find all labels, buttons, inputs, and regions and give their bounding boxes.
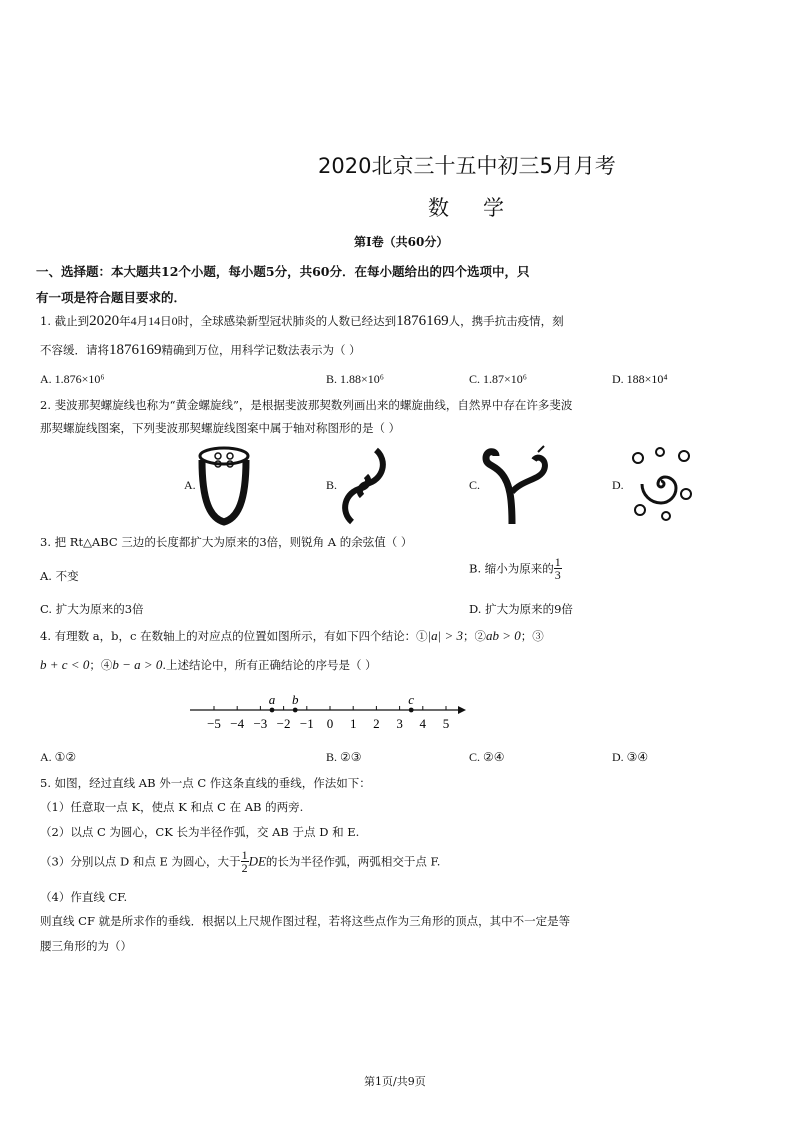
q3-option-d[interactable]: D. 扩大为原来的9倍 bbox=[469, 602, 573, 616]
axis-tick-label: −5 bbox=[207, 716, 221, 731]
q4-option-a[interactable]: A. ①② bbox=[40, 750, 77, 764]
question-5-step3: （3）分别以点 D 和点 E 为圆心，大于 $\frac{1}{2}$ DE的长为半径作弧，两弧相交于点 F. bbox=[40, 848, 441, 875]
q1-option-a[interactable]: A. 1.876×10⁶ bbox=[40, 372, 105, 386]
q2-option-c[interactable]: C. bbox=[469, 478, 481, 492]
q2-option-a[interactable]: A. bbox=[184, 478, 196, 492]
q4-option-d[interactable]: D. ③④ bbox=[612, 750, 649, 764]
q2-option-d[interactable]: D. bbox=[612, 478, 624, 492]
subject-title: 数学 bbox=[428, 196, 538, 220]
q3-option-a[interactable]: A. 不变 bbox=[40, 569, 79, 583]
axis-tick-label: 1 bbox=[349, 716, 357, 731]
question-1-line1: 1. 截止到2020年4月14日0时，全球感染新型冠状肺炎的人数已经达到1876169人，携手抗击疫情，刻 bbox=[40, 313, 564, 329]
page-title: 2020北京三十五中初三5月月考 bbox=[318, 154, 616, 178]
question-4-line2: b + c < 0；④b − a > 0.上述结论中，所有正确结论的序号是（ ） bbox=[40, 657, 377, 672]
q1-option-c[interactable]: C. 1.87×10⁶ bbox=[469, 372, 527, 386]
axis-tick-label: 0 bbox=[326, 716, 334, 731]
point-a bbox=[270, 708, 275, 713]
question-1-line2: 不容缓．请将1876169精确到万位，用科学记数法表示为（ ） bbox=[40, 342, 361, 358]
question-4-line1: 4. 有理数 a，b，c 在数轴上的对应点的位置如图所示，有如下四个结论：①|a| > 3；②ab > 0；③ bbox=[40, 628, 544, 643]
question-5-step1: （1）任意取一点 K，使点 K 和点 C 在 AB 的两旁. bbox=[40, 800, 304, 814]
axis-tick-label: 5 bbox=[442, 716, 450, 731]
axis-tick-label: −2 bbox=[276, 716, 291, 731]
question-5-conclusion-line2: 腰三角形的为（） bbox=[40, 939, 132, 953]
axis-tick-label: −3 bbox=[253, 716, 268, 731]
question-5-line1: 5. 如图，经过直线 AB 外一点 C 作这条直线的垂线，作法如下： bbox=[40, 776, 371, 790]
q4-option-b[interactable]: B. ②③ bbox=[326, 750, 362, 764]
q3-option-b[interactable]: B. 缩小为原来的 $\frac{1}{3}$ bbox=[469, 555, 561, 582]
axis-tick-label: 4 bbox=[419, 716, 427, 731]
point-b bbox=[293, 708, 298, 713]
point-label-a: a bbox=[268, 692, 276, 707]
arrow-right-icon bbox=[458, 706, 466, 714]
multi-spiral-figure bbox=[626, 444, 696, 524]
axis-tick-label: 3 bbox=[396, 716, 403, 731]
question-3-stem: 3. 把 Rt△ABC 三边的长度都扩大为原来的3倍，则锐角 A 的余弦值（ ） bbox=[40, 535, 413, 549]
s-spiral-figure bbox=[336, 446, 392, 526]
question-2-line2: 那契螺旋线图案，下列斐波那契螺旋线图案中属于轴对称图形的是（ ） bbox=[40, 421, 401, 435]
point-label-c: c bbox=[408, 692, 415, 707]
page-number: 第1页/共9页 bbox=[364, 1075, 426, 1088]
q1-option-b[interactable]: B. 1.88×10⁶ bbox=[326, 372, 384, 386]
q5-fraction: $\frac{1}{2}$ bbox=[241, 848, 248, 875]
question-5-step4: （4）作直线 CF. bbox=[40, 890, 128, 904]
axis-tick-label: 2 bbox=[373, 716, 380, 731]
section-heading-line1: 一、选择题：本大题共12个小题，每小题5分，共60分．在每小题给出的四个选项中，只 bbox=[36, 264, 530, 279]
point-label-b: b bbox=[291, 692, 299, 707]
axis-tick-label: −4 bbox=[230, 716, 245, 731]
question-2-line1: 2. 斐波那契螺旋线也称为“黄金螺旋线”，是根据斐波那契数列画出来的螺旋曲线，自然界中存在许多斐波 bbox=[40, 398, 573, 412]
q3-option-c[interactable]: C. 扩大为原来的3倍 bbox=[40, 602, 144, 616]
section-heading-line2: 有一项是符合题目要求的． bbox=[36, 290, 187, 305]
point-c bbox=[409, 708, 414, 713]
q2-option-b[interactable]: B. bbox=[326, 478, 338, 492]
question-5-step2: （2）以点 C 为圆心，CK 长为半径作弧，交 AB 于点 D 和 E. bbox=[40, 825, 360, 839]
q4-option-c[interactable]: C. ②④ bbox=[469, 750, 505, 764]
spiral-symmetric-figure bbox=[196, 446, 252, 526]
question-5-conclusion-line1: 则直线 CF 就是所求作的垂线．根据以上尺规作图过程，若将这些点作为三角形的顶点，其中不一定是等 bbox=[40, 914, 571, 928]
branch-spiral-figure bbox=[482, 444, 552, 526]
number-line-diagram bbox=[186, 690, 468, 738]
volume-title: 第Ⅰ卷（共60分） bbox=[354, 235, 449, 249]
axis-tick-label: −1 bbox=[299, 716, 314, 731]
q1-option-d[interactable]: D. 188×10⁴ bbox=[612, 372, 668, 386]
q3-fraction: $\frac{1}{3}$ bbox=[554, 555, 561, 582]
